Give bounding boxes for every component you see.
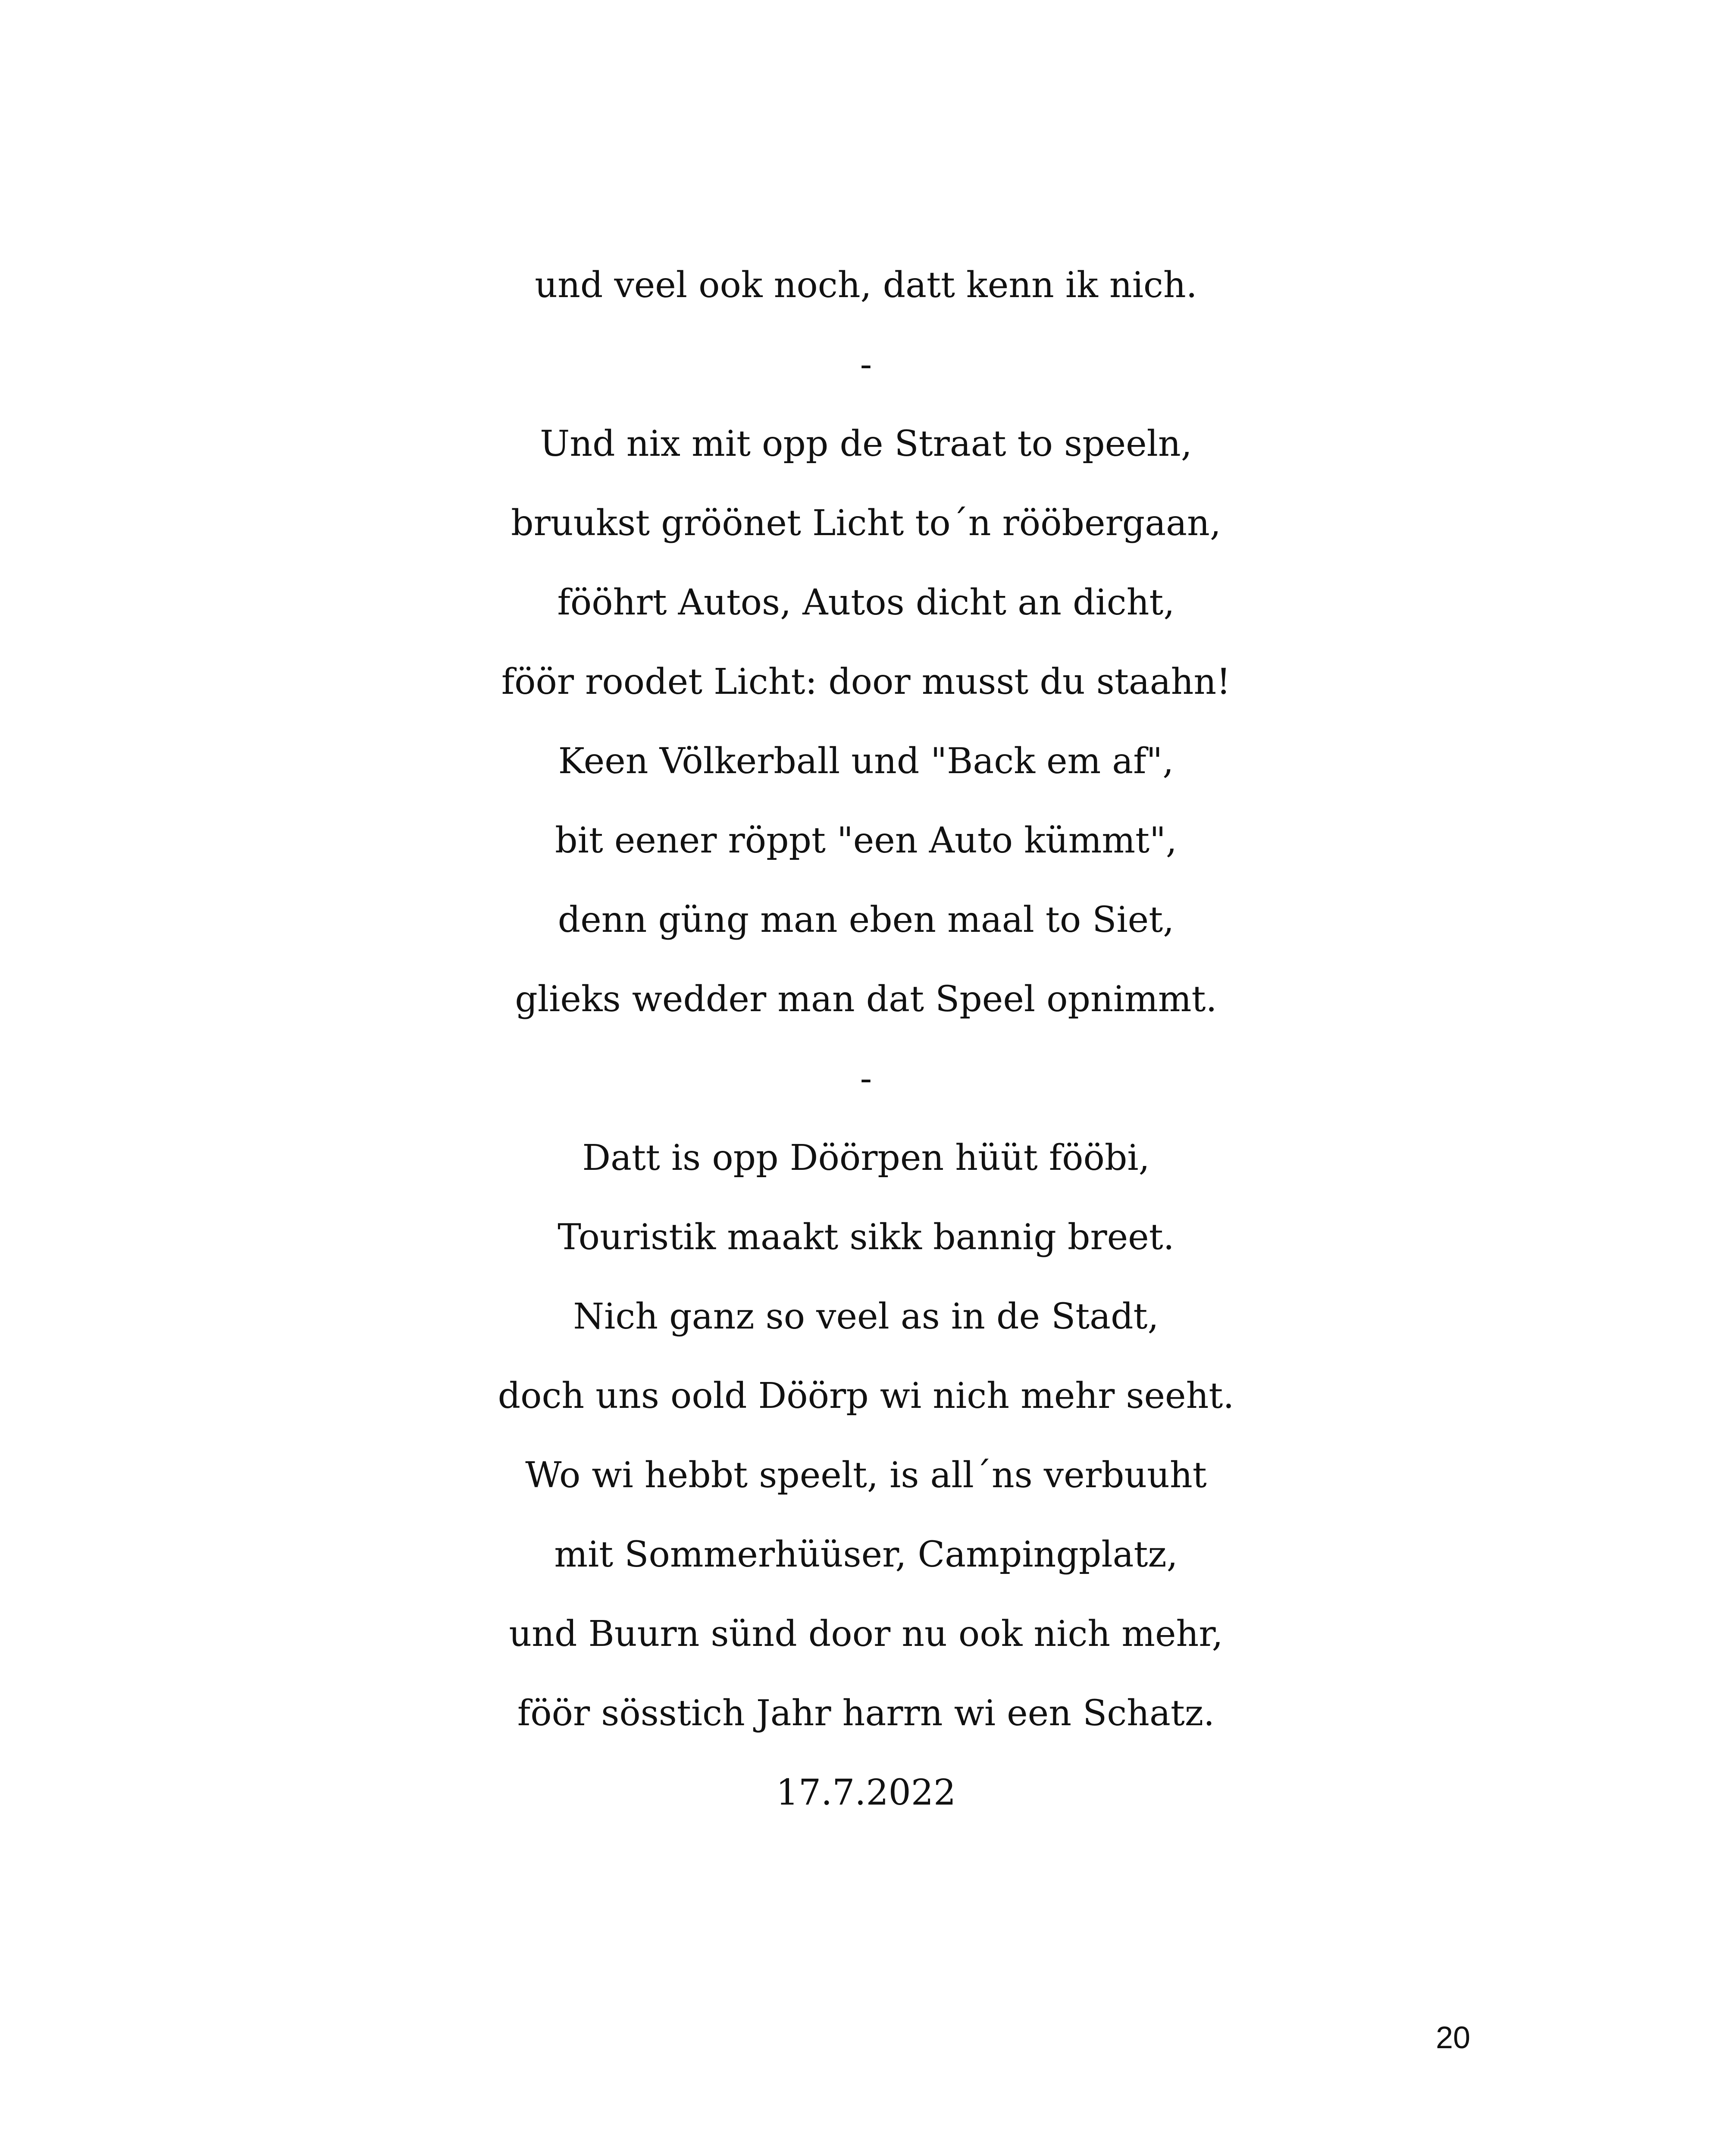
poem-line: Und nix mit opp de Straat to speeln, bbox=[540, 423, 1192, 464]
poem-line: bit eener röppt "een Auto kümmt", bbox=[555, 820, 1177, 861]
poem-line: Datt is opp Döörpen hüüt fööbi, bbox=[582, 1138, 1150, 1178]
poem-line: glieks wedder man dat Speel opnimmt. bbox=[515, 979, 1217, 1020]
poem-line: und veel ook noch, datt kenn ik nich. bbox=[535, 265, 1197, 306]
page-number: 20 bbox=[1435, 2021, 1471, 2055]
poem-line: Touristik maakt sikk bannig breet. bbox=[557, 1217, 1175, 1258]
poem-line: mit Sommerhüüser, Campingplatz, bbox=[554, 1534, 1178, 1575]
poem-line: denn güng man eben maal to Siet, bbox=[557, 899, 1175, 940]
poem-date: 17.7.2022 bbox=[776, 1772, 956, 1813]
poem-line: föör sösstich Jahr harrn wi een Schatz. bbox=[517, 1693, 1215, 1734]
poem-line: bruukst gröönet Licht to´n rööbergaan, bbox=[511, 503, 1221, 544]
stanza-separator: - bbox=[860, 344, 872, 385]
poem-text bbox=[0, 246, 1732, 1833]
poem-line: Keen Völkerball und "Back em af", bbox=[558, 741, 1174, 782]
poem-line: doch uns oold Döörp wi nich mehr seeht. bbox=[498, 1376, 1234, 1416]
stanza-separator: - bbox=[860, 1058, 872, 1099]
poem-line: Wo wi hebbt speelt, is all´ns verbuuht bbox=[525, 1455, 1207, 1496]
poem-line: fööhrt Autos, Autos dicht an dicht, bbox=[557, 582, 1175, 623]
poem-line: Nich ganz so veel as in de Stadt, bbox=[573, 1296, 1159, 1337]
poem-line: föör roodet Licht: door musst du staahn! bbox=[501, 661, 1231, 702]
poem-line: und Buurn sünd door nu ook nich mehr, bbox=[509, 1614, 1223, 1655]
